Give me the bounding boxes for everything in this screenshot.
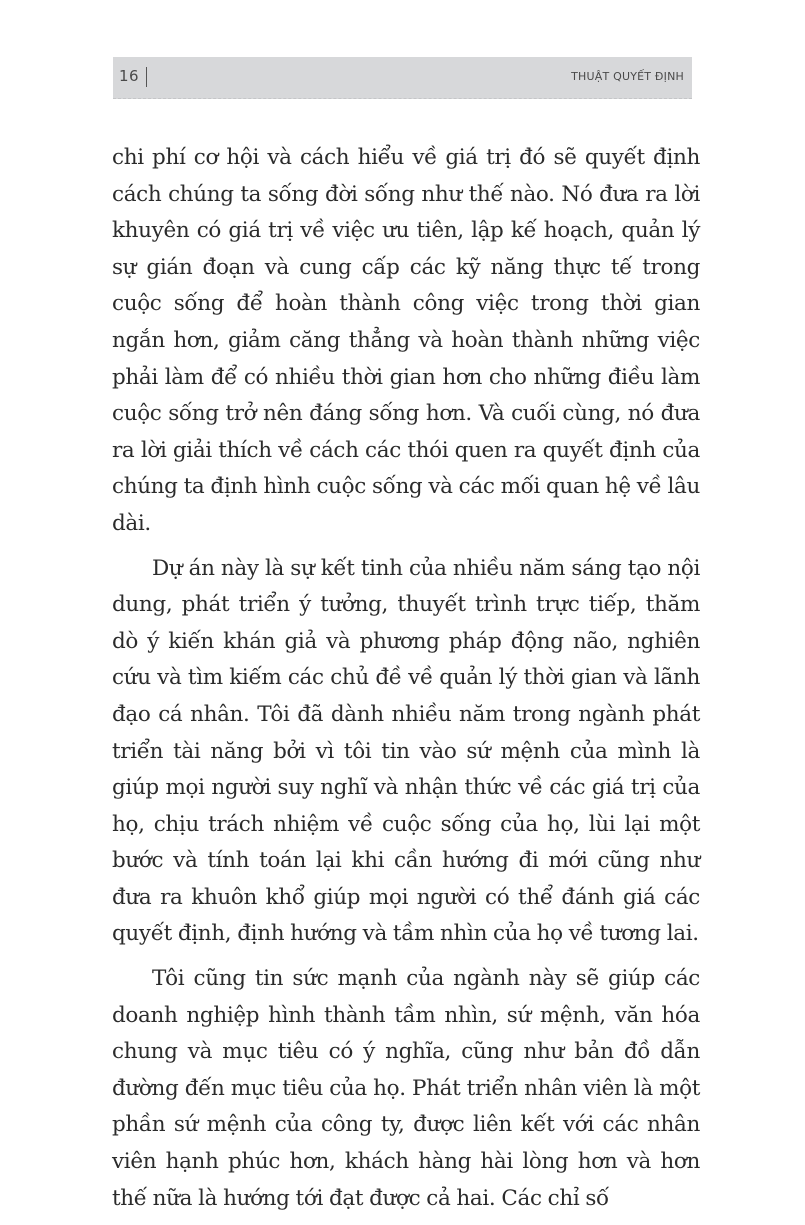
book-title: THUẬT QUYẾT ĐỊNH xyxy=(571,70,684,83)
header-divider xyxy=(146,67,147,87)
running-header xyxy=(113,57,692,99)
paragraph-continued: chi phí cơ hội và cách hiểu về giá trị đó sẽ quyết định cách chúng ta sống đời sống như thế nào. Nó đưa ra lời khuyên có giá trị về việc ưu tiên, lập kế hoạch, quản lý sự gián đoạn và cung cấp các kỹ năng thực tế trong cuộc sống để hoàn thành công việc trong thời gian ngắn hơn, giảm căng thẳng và hoàn thành những việc phải làm để có nhiều thời gian hơn cho những điều làm cuộc sống trở nên đáng sống hơn. Và cuối cùng, nó đưa ra lời giải thích về cách các thói quen ra quyết định của chúng ta định hình cuộc sống và các mối quan hệ về lâu dài. xyxy=(112,145,700,536)
paragraph: Tôi cũng tin sức mạnh của ngành này sẽ giúp các doanh nghiệp hình thành tầm nhìn, sứ mệnh, văn hóa chung và mục tiêu có ý nghĩa, cũng như bản đồ dẫn đường đến mục tiêu của họ. Phát triển nhân viên là một phần sứ mệnh của công ty, được liên kết với các nhân viên hạnh phúc hơn, khách hàng hài lòng hơn và hơn thế nữa là hướng tới đạt được cả hai. Các chỉ số xyxy=(112,966,700,1211)
paragraph: Dự án này là sự kết tinh của nhiều năm sáng tạo nội dung, phát triển ý tưởng, thuyết trình trực tiếp, thăm dò ý kiến khán giả và phương pháp động não, nghiên cứu và tìm kiếm các chủ đề về quản lý thời gian và lãnh đạo cá nhân. Tôi đã dành nhiều năm trong ngành phát triển tài năng bởi vì tôi tin vào sứ mệnh của mình là giúp mọi người suy nghĩ và nhận thức về các giá trị của họ, chịu trách nhiệm về cuộc sống của họ, lùi lại một bước và tính toán lại khi cần hướng đi mới cũng như đưa ra khuôn khổ giúp mọi người có thể đánh giá các quyết định, định hướng và tầm nhìn của họ về tương lai. xyxy=(112,555,700,947)
body-text xyxy=(112,140,700,1225)
page-number: 16 xyxy=(119,67,140,85)
